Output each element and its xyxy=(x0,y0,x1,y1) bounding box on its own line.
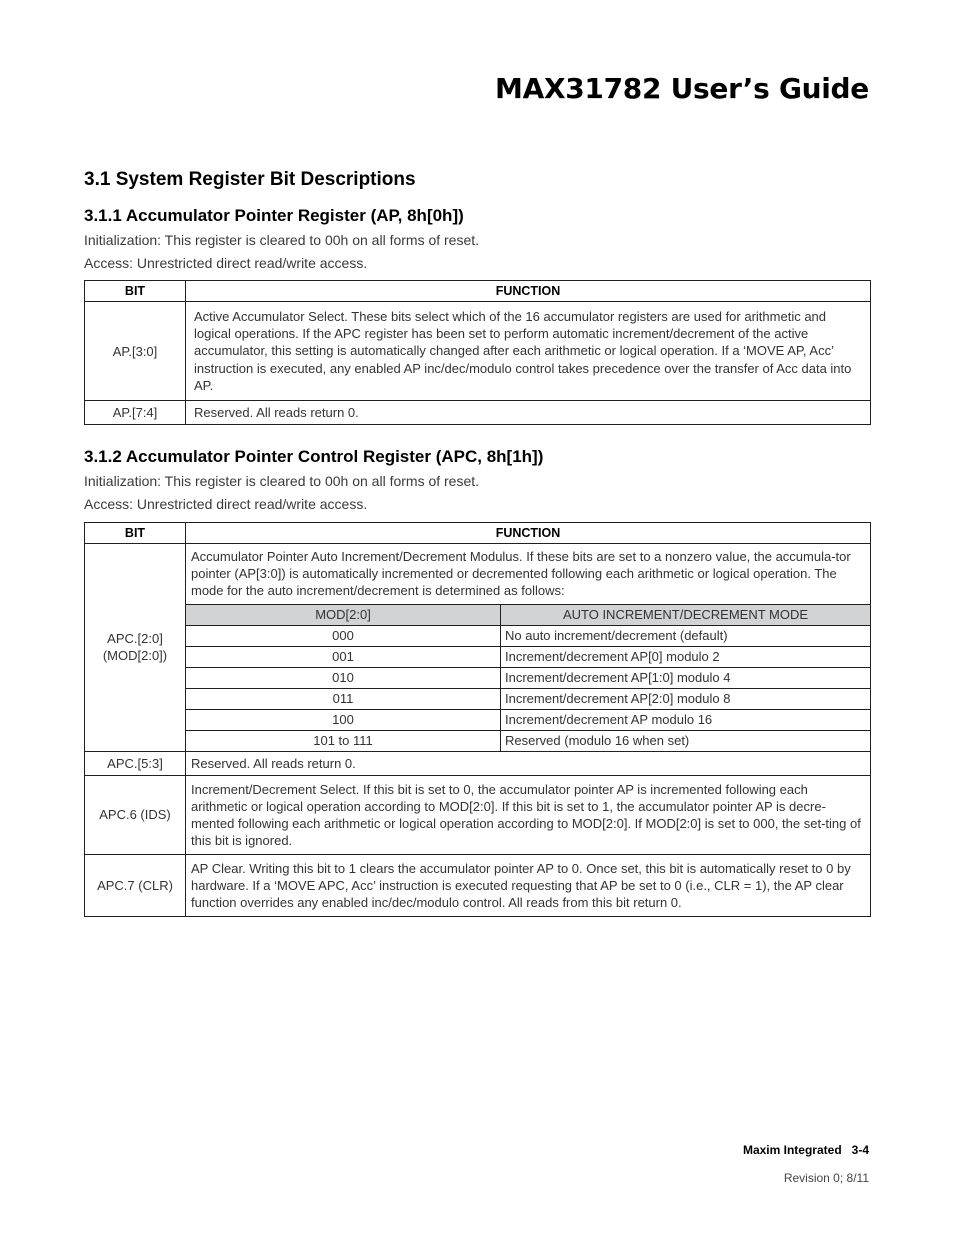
table-row xyxy=(85,751,871,775)
bit-cell: AP.[3:0] xyxy=(85,302,186,401)
mode-value: Increment/decrement AP[2:0] modulo 8 xyxy=(501,688,871,709)
mod-value: 010 xyxy=(186,667,501,688)
table-row xyxy=(85,854,871,916)
section-heading: 3.1 System Register Bit Descriptions xyxy=(84,169,416,190)
document-title: MAX31782 User’s Guide xyxy=(495,72,869,105)
table-row xyxy=(85,302,871,401)
function-cell: Reserved. All reads return 0. xyxy=(186,401,871,425)
mod-value: 001 xyxy=(186,646,501,667)
mode-value: Reserved (modulo 16 when set) xyxy=(501,730,871,751)
mod-value: 011 xyxy=(186,688,501,709)
table-row xyxy=(186,625,870,646)
mod-value: 100 xyxy=(186,709,501,730)
bit-column-header: BIT xyxy=(85,523,186,544)
apc-register-heading: 3.1.2 Accumulator Pointer Control Register (APC, 8h[1h]) xyxy=(84,447,544,466)
table-row xyxy=(85,775,871,854)
mod-value: 101 to 111 xyxy=(186,730,501,751)
table-row xyxy=(85,401,871,425)
ap-register-table xyxy=(84,280,871,425)
ap-initialization-text: Initialization: This register is cleared to 00h on all forms of reset. xyxy=(84,232,480,248)
mode-value: No auto increment/decrement (default) xyxy=(501,625,871,646)
bit-name: APC.[2:0] xyxy=(107,631,163,647)
function-cell: AP Clear. Writing this bit to 1 clears the accumulator pointer AP to 0. Once set, this bit is automatically reset to 0 by hardware. If a ‘MOVE APC, Acc’ instruction is executed requesting that AP be set to 0 (i.e., CLR = 1), the AP clear function overrides any enabled inc/dec/modulo control. All reads from this bit return 0. xyxy=(186,854,871,916)
table-row xyxy=(186,709,870,730)
apc-initialization-text: Initialization: This register is cleared to 00h on all forms of reset. xyxy=(84,473,480,489)
function-cell: Increment/Decrement Select. If this bit is set to 0, the accumulator pointer AP is incremented following each arithmetic or logical operation according to MOD[2:0]. If this bit is set to 1, the accumulator pointer AP is decre-mented following each arithmetic or logical operation according to MOD[2:0]. If MOD[2:0] is set to 000, the set-ting of this bit is ignored. xyxy=(186,775,871,854)
bit-column-header: BIT xyxy=(85,281,186,302)
bit-cell: APC.7 (CLR) xyxy=(85,854,186,916)
bit-cell: APC.6 (IDS) xyxy=(85,775,186,854)
function-cell: Reserved. All reads return 0. xyxy=(186,751,871,775)
function-column-header: FUNCTION xyxy=(186,523,871,544)
function-column-header: FUNCTION xyxy=(186,281,871,302)
ap-register-heading: 3.1.1 Accumulator Pointer Register (AP, 8h[0h]) xyxy=(84,206,464,225)
mod-mode-table xyxy=(186,604,870,751)
mode-column-header: AUTO INCREMENT/DECREMENT MODE xyxy=(501,604,871,625)
table-row xyxy=(186,646,870,667)
table-row xyxy=(186,730,870,751)
footer-brand-page: Maxim Integrated 3-4 xyxy=(742,1143,869,1157)
function-cell: Active Accumulator Select. These bits select which of the 16 accumulator registers are used for arithmetic and logical operations. If the APC register has been set to perform automatic increment/decrement of the active accumulator, this setting is automatically changed after each arithmetic or logical operation. If a ‘MOVE AP, Acc’ instruction is executed, any enabled AP inc/dec/modulo control takes precedence over the transfer of Acc data into AP. xyxy=(186,302,871,401)
apc-register-table xyxy=(84,522,871,917)
bit-cell: AP.[7:4] xyxy=(85,401,186,425)
mode-value: Increment/decrement AP modulo 16 xyxy=(501,709,871,730)
mod-column-header: MOD[2:0] xyxy=(186,604,501,625)
mode-value: Increment/decrement AP[0] modulo 2 xyxy=(501,646,871,667)
function-cell xyxy=(186,544,871,752)
mod-value: 000 xyxy=(186,625,501,646)
table-row xyxy=(186,688,870,709)
apc-access-text: Access: Unrestricted direct read/write access. xyxy=(84,496,368,512)
bit-cell xyxy=(85,544,186,752)
table-row xyxy=(186,667,870,688)
ap-access-text: Access: Unrestricted direct read/write access. xyxy=(84,255,368,271)
function-text: Accumulator Pointer Auto Increment/Decrement Modulus. If these bits are set to a nonzero value, the accumula-tor pointer (AP[3:0]) is automatically incremented or decremented following each arithmetic or logical operation. The mode for the auto increment/decrement is determined as follows: xyxy=(191,549,851,599)
bit-alias: (MOD[2:0]) xyxy=(102,648,168,664)
mode-value: Increment/decrement AP[1:0] modulo 4 xyxy=(501,667,871,688)
footer-revision: Revision 0; 8/11 xyxy=(783,1171,869,1185)
table-row xyxy=(85,544,871,752)
bit-cell: APC.[5:3] xyxy=(85,751,186,775)
